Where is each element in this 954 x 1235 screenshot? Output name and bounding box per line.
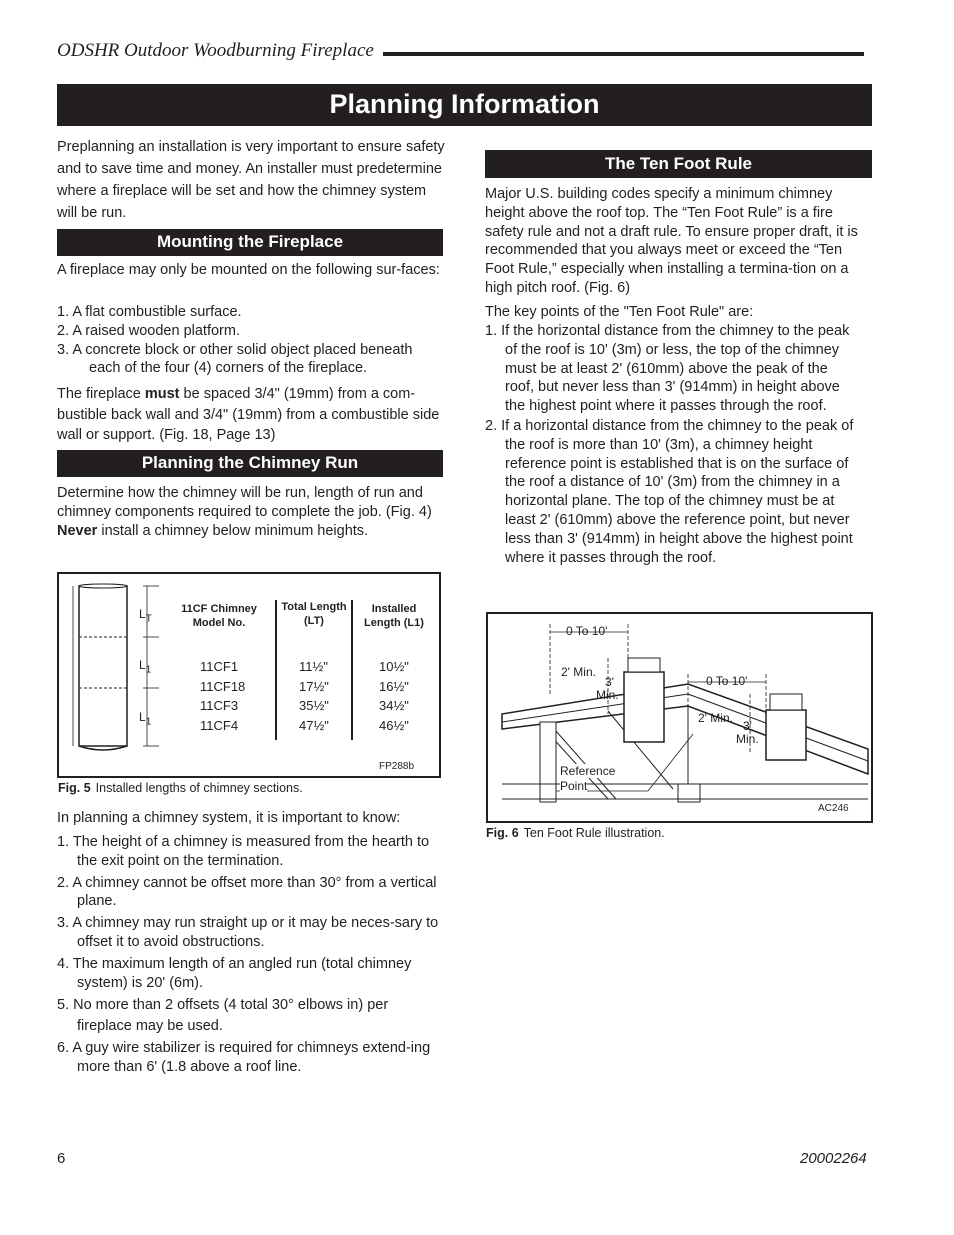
mounting-list	[57, 303, 447, 378]
table-cell: 11CF3	[200, 698, 239, 713]
dim-label: 2' Min.	[698, 711, 733, 725]
chimney-sections-illustration	[59, 574, 169, 754]
list-item: 2. A chimney cannot be offset more than 30° from a vertical plane.	[57, 874, 437, 910]
table-cell: 16½"	[379, 678, 409, 694]
ten-foot-intro: Major U.S. building codes specify a minimum chimney height above the roof top. The “Ten Foot Rule” is a fire safety rule and not a draft rule. To ensure proper draft, it is recommended that you always meet or exceed the “Ten Foot Rule,” especially when installing a termina-tion on a high pitch roof. (Fig. 6)	[485, 186, 858, 296]
list-item: 6. A guy wire stabilizer is required for chimneys extend-ing more than 6' (1.8 above a roof line.	[57, 1040, 431, 1076]
reference-label: Point	[560, 779, 588, 793]
col-header-model: 11CF Chimney Model No.	[181, 603, 257, 629]
chimney-paragraph: Determine how the chimney will be run, length of run and chimney components required to complete the job. (Fig. 4) Never install a chimney below minimum heights.	[57, 485, 432, 539]
ten-foot-heading: The Ten Foot Rule	[485, 150, 872, 178]
divider	[275, 600, 277, 740]
key-points-list	[485, 322, 860, 567]
list-item: 3. A chimney may run straight up or it may be neces-sary to offset it to avoid obstructions.	[57, 915, 439, 950]
dim-label: 3'	[605, 675, 614, 689]
label-lt: $L_T$	[139, 607, 152, 625]
list-item: 3. A concrete block or other solid object placed beneath each of the four (4) corners of the fireplace.	[57, 341, 413, 377]
fig5-code: FP288b	[379, 761, 415, 772]
list-item: 1. A flat combustible surface.	[57, 304, 242, 320]
mounting-heading: Mounting the Fireplace	[57, 229, 443, 256]
fig6-caption: Fig. 6 Ten Foot Rule illustration.	[486, 826, 665, 840]
fig6-code: AC246	[818, 803, 849, 814]
col-model	[200, 657, 245, 735]
reference-label: Reference	[560, 764, 616, 778]
table-cell: 35½"	[299, 698, 329, 713]
col-total	[299, 657, 329, 735]
col-header-installed: Installed Length (L1)	[364, 603, 424, 629]
running-header: ODSHR Outdoor Woodburning Fireplace	[57, 40, 374, 61]
label-l1-a: $L_1$	[139, 658, 152, 676]
dim-label: 0 To 10'	[706, 674, 748, 688]
dim-label: Min.	[596, 688, 619, 702]
list-item: 4. The maximum length of an angled run (total chimney system) is 20' (6m).	[57, 955, 412, 991]
list-item: 5. No more than 2 offsets (4 total 30° elbows in) per fireplace may be used.	[57, 997, 389, 1034]
fig5-caption: Fig. 5 Installed lengths of chimney sections.	[58, 781, 303, 795]
header-rule	[383, 52, 864, 56]
dim-label: 3'	[743, 719, 752, 733]
list-item: 2. If a horizontal distance from the chimney to the peak of the roof is more than 10' (3m), a chimney height reference point is established that is on the surface of the roof a distance of 10' (3m) from the chimney in a horizontal plane. The top of the chimney must be at least 2' (610mm) above the reference point, but never less than 3' (914mm) in height above the highest point where it passes through the roof.	[485, 417, 854, 566]
col-installed	[379, 657, 409, 735]
table-cell: 47½"	[299, 717, 329, 733]
mounting-intro: A fireplace may only be mounted on the following sur-faces:	[57, 262, 440, 278]
doc-number: 20002264	[800, 1150, 867, 1167]
table-cell: 17½"	[299, 678, 329, 694]
list-item: 1. The height of a chimney is measured from the hearth to the exit point on the termination.	[57, 834, 430, 869]
spacing-paragraph: The fireplace must be spaced 3/4" (19mm) from a com-bustible back wall and 3/4" (19mm) from a combustible side wall or support. (Fig. 18, Page 13)	[57, 386, 440, 443]
know-intro: In planning a chimney system, it is important to know:	[57, 810, 401, 826]
ten-foot-rule-illustration	[488, 614, 871, 821]
divider	[351, 600, 353, 740]
dim-label: 2' Min.	[561, 665, 596, 679]
dim-label: 0 To 10'	[566, 624, 608, 638]
table-cell: 11½"	[299, 659, 328, 674]
page-title: Planning Information	[57, 84, 872, 126]
col-header-total: Total Length (LT)	[281, 601, 347, 627]
table-cell: 10½"	[379, 659, 409, 674]
label-l1-b: $L_1$	[139, 710, 152, 728]
fig6-frame	[486, 612, 873, 823]
key-points-intro: The key points of the "Ten Foot Rule" are:	[485, 304, 754, 320]
know-list	[57, 833, 443, 1077]
table-cell: 34½"	[379, 698, 409, 713]
dim-label: Min.	[736, 732, 759, 746]
chimney-heading: Planning the Chimney Run	[57, 450, 443, 477]
fig5-frame	[57, 572, 441, 778]
table-cell: 46½"	[379, 717, 409, 733]
table-cell: 11CF4	[200, 717, 239, 733]
intro-paragraph: Preplanning an installation is very important to ensure safety and to save time and money. An installer must predetermine where a fireplace will be set and how the chimney system will be run.	[57, 139, 445, 221]
table-cell: 11CF1	[200, 659, 239, 674]
list-item: 1. If the horizontal distance from the chimney to the peak of the roof is 10' (3m) or less, the top of the chimney must be at least 2' (610mm) above the peak of the roof, but never less than 3' (914mm) in height above the highest point where it passes through the roof.	[485, 323, 850, 415]
page-number: 6	[57, 1150, 66, 1167]
table-cell: 11CF18	[200, 678, 246, 694]
list-item: 2. A raised wooden platform.	[57, 322, 240, 339]
